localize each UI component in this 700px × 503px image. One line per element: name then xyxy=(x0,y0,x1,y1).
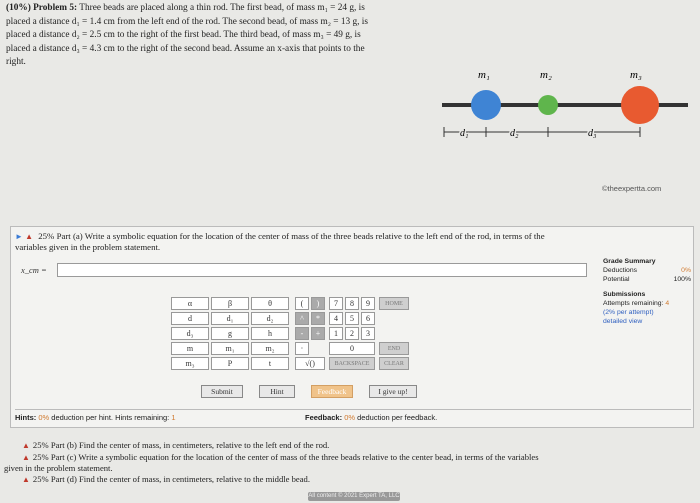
part-c-row-2: given in the problem statement. xyxy=(4,463,113,473)
key-theta[interactable]: θ xyxy=(251,297,289,310)
part-a-header xyxy=(15,231,687,253)
hints-label: Hints: xyxy=(15,413,37,422)
problem-line-2: placed a distance d₁ = 1.4 cm from the left end of the rod. The second bead, of mass m₂ = 13 g, is xyxy=(6,16,368,27)
equation-keypad xyxy=(171,297,431,381)
submit-button[interactable]: Submit xyxy=(201,385,243,398)
watermark: ©theexpertta.com xyxy=(602,184,662,193)
expand-arrow-icon[interactable]: ► xyxy=(15,232,23,241)
deductions-value: 0% xyxy=(681,267,691,274)
key-beta[interactable]: β xyxy=(211,297,249,310)
problem-line-5: right. xyxy=(6,57,26,68)
key-m3[interactable]: m₃ xyxy=(171,357,209,370)
key-3[interactable]: 3 xyxy=(361,327,375,340)
label-d2: d₂ xyxy=(510,128,519,139)
problem-weight: (10%) xyxy=(6,3,31,13)
label-d1: d₁ xyxy=(460,128,469,139)
attempts-value: 4 xyxy=(665,300,670,307)
key-2[interactable]: 2 xyxy=(345,327,359,340)
hints-bar xyxy=(15,409,691,422)
warning-icon: ▲ xyxy=(22,452,30,462)
feedback-button[interactable]: Feedback xyxy=(311,385,353,398)
other-parts xyxy=(4,440,682,485)
hints-pct: 0% xyxy=(38,413,50,422)
key-h[interactable]: h xyxy=(251,327,289,340)
hints-remaining: 1 xyxy=(171,413,176,422)
part-d-text: 25% Part (d) Find the center of mass, in centimeters, relative to the middle bead. xyxy=(32,473,310,484)
feedback-text: deduction per feedback. xyxy=(357,413,438,422)
deductions-label: Deductions xyxy=(603,267,638,274)
key-close-paren[interactable]: ) xyxy=(311,297,325,310)
answer-row xyxy=(21,263,587,277)
key-alpha[interactable]: α xyxy=(171,297,209,310)
part-b-row[interactable] xyxy=(22,440,682,452)
key-t[interactable]: t xyxy=(251,357,289,370)
key-end[interactable]: END xyxy=(379,342,409,355)
problem-line-3: placed a distance d₂ = 2.5 cm to the right of the first bead. The third bead, of mass m₃ = 49 g, is xyxy=(6,30,361,41)
problem-line-1: Three beads are placed along a thin rod. The first bead, of mass m₁ = 24 g, is xyxy=(79,3,365,13)
bead-1 xyxy=(471,90,501,120)
key-power[interactable]: ^ xyxy=(295,312,309,325)
part-b-text: 25% Part (b) Find the center of mass, in centimeters, relative to the left end of the rod. xyxy=(32,440,330,450)
answer-label: x_cm = xyxy=(21,265,47,275)
warning-icon: ▲ xyxy=(22,474,30,484)
part-a-text: 25% Part (a) Write a symbolic equation for the location of the center of mass of the three beads relative to the left end of the rod, in terms of the xyxy=(38,231,545,241)
label-m1: m₁ xyxy=(478,69,490,81)
key-m1[interactable]: m₁ xyxy=(211,342,249,355)
key-9[interactable]: 9 xyxy=(361,297,375,310)
key-d1[interactable]: d₁ xyxy=(211,312,249,325)
answer-input[interactable] xyxy=(57,263,587,277)
feedback-pct: 0% xyxy=(344,413,356,422)
key-clear[interactable]: CLEAR xyxy=(379,357,409,370)
key-1[interactable]: 1 xyxy=(329,327,343,340)
key-multiply[interactable]: * xyxy=(311,312,325,325)
label-m2: m₂ xyxy=(540,69,552,81)
part-c-text: 25% Part (c) Write a symbolic equation for the location of the center of mass of the three beads relative to the center bead, in terms of the variables xyxy=(32,451,539,462)
key-open-paren[interactable]: ( xyxy=(295,297,309,310)
per-attempt-text: (2% per attempt) xyxy=(603,309,654,316)
key-d[interactable]: d xyxy=(171,312,209,325)
key-backspace[interactable]: BACKSPACE xyxy=(329,357,375,370)
submissions-title: Submissions xyxy=(603,291,646,298)
key-m[interactable]: m xyxy=(171,342,209,355)
feedback-label: Feedback: xyxy=(305,413,343,422)
problem-label: Problem 5: xyxy=(33,3,78,13)
key-0[interactable]: 0 xyxy=(329,342,375,355)
attempts-label: Attempts remaining: xyxy=(603,300,664,307)
key-4[interactable]: 4 xyxy=(329,312,343,325)
part-d-row[interactable] xyxy=(22,474,682,486)
potential-value: 100% xyxy=(673,276,691,283)
key-dot[interactable]: · xyxy=(295,342,309,355)
footer-copyright: All content © 2021 Expert TA, LLC xyxy=(308,493,400,499)
key-7[interactable]: 7 xyxy=(329,297,343,310)
key-g[interactable]: g xyxy=(211,327,249,340)
bead-2 xyxy=(538,95,558,115)
key-m2[interactable]: m₂ xyxy=(251,342,289,355)
label-d3: d₃ xyxy=(588,128,597,139)
key-8[interactable]: 8 xyxy=(345,297,359,310)
key-plus[interactable]: + xyxy=(311,327,325,340)
key-p[interactable]: P xyxy=(211,357,249,370)
key-sqrt[interactable]: √() xyxy=(295,357,325,370)
problem-statement xyxy=(6,2,436,70)
grade-summary xyxy=(603,257,691,326)
part-a-panel xyxy=(10,226,694,428)
grade-summary-title: Grade Summary xyxy=(603,258,656,265)
label-m3: m₃ xyxy=(630,69,642,81)
potential-label: Potential xyxy=(603,276,630,283)
distance-markers xyxy=(444,127,640,137)
bead-3 xyxy=(621,86,659,124)
detailed-view-link[interactable]: detailed view xyxy=(603,318,643,325)
hints-text: deduction per hint. Hints remaining: xyxy=(51,413,170,422)
part-c-row[interactable] xyxy=(22,452,682,464)
warning-icon: ▲ xyxy=(25,232,34,241)
key-home[interactable]: HOME xyxy=(379,297,409,310)
problem-line-4: placed a distance d₃ = 4.3 cm to the right of the second bead. Assume an x-axis that points to the xyxy=(6,43,365,54)
key-5[interactable]: 5 xyxy=(345,312,359,325)
beads-figure xyxy=(440,68,690,158)
key-d3[interactable]: d₃ xyxy=(171,327,209,340)
hint-button[interactable]: Hint xyxy=(259,385,295,398)
key-6[interactable]: 6 xyxy=(361,312,375,325)
warning-icon: ▲ xyxy=(22,441,30,450)
key-minus[interactable]: - xyxy=(295,327,309,340)
key-d2[interactable]: d₂ xyxy=(251,312,289,325)
give-up-button[interactable]: I give up! xyxy=(369,385,417,398)
part-a-text-2: variables given in the problem statement. xyxy=(15,242,161,252)
